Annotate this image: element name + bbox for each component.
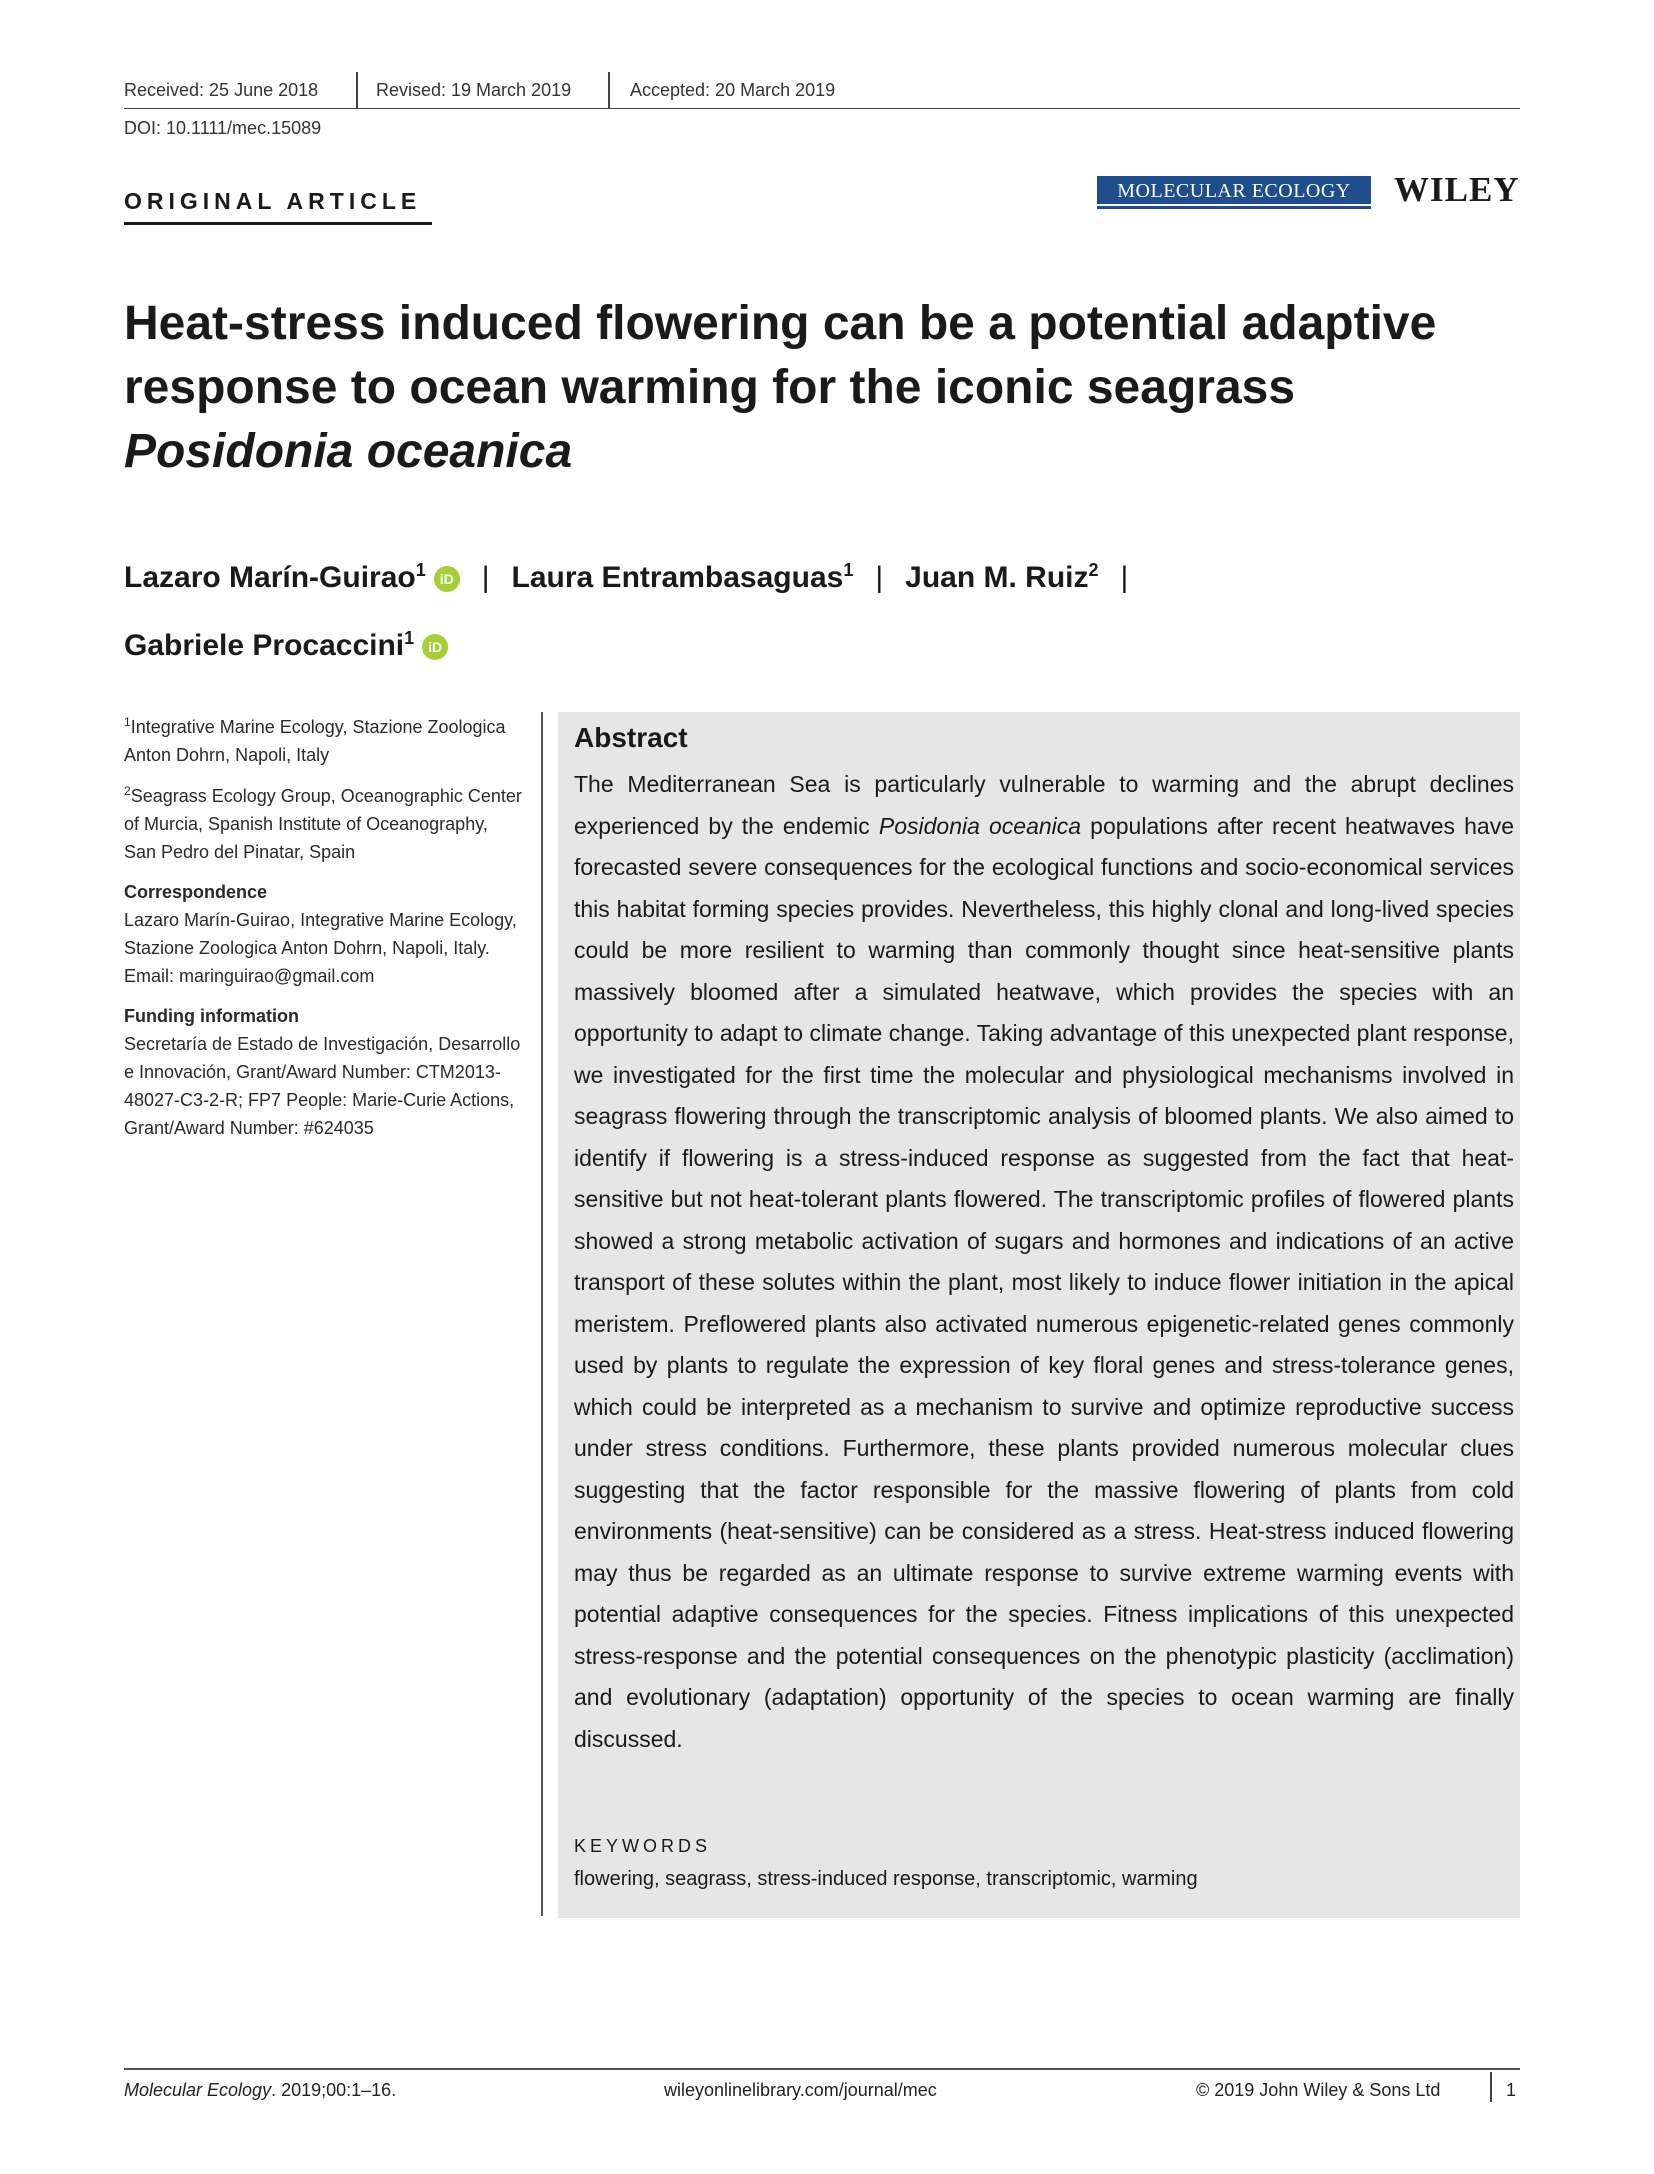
author-name[interactable]: Juan M. Ruiz [905, 561, 1089, 594]
article-type: ORIGINAL ARTICLE [124, 188, 422, 214]
affiliation-number: 1 [124, 715, 131, 729]
author-name[interactable]: Laura Entrambasaguas [511, 561, 844, 594]
footer-divider [124, 2068, 1520, 2070]
author-separator: | [1120, 561, 1129, 594]
affiliation-number: 2 [124, 784, 131, 798]
footer-url[interactable]: wileyonlinelibrary.com/journal/mec [664, 2080, 937, 2100]
revised-date: Revised: 19 March 2019 [376, 80, 572, 100]
divider [356, 72, 358, 108]
author-separator: | [875, 561, 884, 594]
article-type-underline [124, 222, 432, 225]
affiliation-text: Integrative Marine Ecology, Stazione Zoologica Anton Dohrn, Napoli, Italy [124, 717, 506, 765]
keywords-list: flowering, seagrass, stress-induced response, transcriptomic, warming [574, 1868, 1198, 1890]
abstract-text [574, 764, 1514, 1760]
correspondence-heading: Correspondence [124, 882, 268, 902]
citation-details: . 2019;00:1–16. [271, 2080, 397, 2100]
footer-separator [1490, 2072, 1492, 2102]
abstract-heading: Abstract [574, 722, 688, 753]
abstract-species: Posidonia oceanica [878, 812, 1082, 839]
abstract-text-part: The Mediterranean Sea is particularly vulnerable to warming and the abrupt declines experienced by the endemic [574, 771, 1514, 839]
affiliation-1 [124, 708, 524, 769]
funding-text: Secretaría de Estado de Investigación, Desarrollo e Innovación, Grant/Award Number: CTM2013-48027-C3-2-R; FP7 People: Marie-Curie Actions, Grant/Award Number: #624035 [124, 1034, 521, 1138]
orcid-icon[interactable]: iD [434, 566, 460, 592]
funding-heading: Funding information [124, 1006, 299, 1026]
doi[interactable]: DOI: 10.1111/mec.15089 [124, 118, 322, 138]
author-affiliation: 1 [415, 560, 426, 580]
title-text: Heat-stress induced flowering can be a potential adaptive response to ocean warming for the iconic seagrass [124, 297, 1437, 414]
received-date: Received: 25 June 2018 [124, 80, 319, 100]
author-affiliation: 1 [843, 560, 854, 580]
author-list [124, 540, 1424, 676]
article-title [124, 292, 1524, 484]
column-divider [541, 712, 543, 1916]
author-affiliation: 2 [1088, 560, 1099, 580]
keywords-heading: KEYWORDS [574, 1836, 712, 1856]
divider [608, 72, 610, 108]
author-name[interactable]: Lazaro Marín-Guirao [124, 561, 416, 594]
publisher-logo: WILEY [1394, 170, 1520, 209]
correspondence-text: Lazaro Marín-Guirao, Integrative Marine Ecology, Stazione Zoologica Anton Dohrn, Napoli, Italy. [124, 910, 517, 958]
author-affiliation: 1 [404, 628, 415, 648]
citation-journal: Molecular Ecology [124, 2080, 272, 2100]
abstract-text-part: populations after recent heatwaves have forecasted severe consequences for the ecological functions and socio-economical services this habitat forming species provides. Nevertheless, this highly clonal and long-lived species could be more resilient to warming than commonly thought since heat-sensitive plants massively bloomed after a simulated heatwave, which provides the species with an opportunity to adapt to climate change. Taking advantage of this unexpected plant response, we investigated for the first time the molecular and physiological mechanisms involved in seagrass flowering through the transcriptomic analysis of bloomed plants. We also aimed to identify if flowering is a stress-induced response as suggested from the fact that heat-sensitive but not heat-tolerant plants flowered. The transcriptomic profiles of flowered plants showed a strong metabolic activation of sugars and hormones and indications of an active transport of these solutes within the plant, most likely to induce flower initiation in the apical meristem. Preflowered plants also activated numerous epigenetic-related genes commonly used by plants to regulate the expression of key floral genes and stress-tolerance genes, which could be interpreted as a mechanism to survive and optimize reproductive success under stress conditions. Furthermore, these plants provided numerous molecular clues suggesting that the factor responsible for the massive flowering of plants from cold environments (heat-sensitive) can be considered as a stress. Heat-stress induced flowering may thus be regarded as an ultimate response to survive extreme warming events with potential adaptive consequences for the species. Fitness implications of this unexpected stress-response and the potential consequences on the phenotypic plasticity (acclimation) and evolutionary (adaptation) opportunity of the species to ocean warming are finally discussed. [574, 812, 1514, 1752]
affiliation-2 [124, 777, 524, 866]
footer-copyright: © 2019 John Wiley & Sons Ltd [1196, 2080, 1441, 2100]
author-separator: | [481, 561, 490, 594]
author-name[interactable]: Gabriele Procaccini [124, 629, 405, 662]
orcid-icon[interactable]: iD [422, 634, 448, 660]
title-species: Posidonia oceanica [124, 425, 573, 478]
submission-dates [124, 78, 1520, 109]
correspondence-email[interactable]: Email: maringuirao@gmail.com [124, 966, 375, 986]
page-number: 1 [1506, 2080, 1517, 2100]
footer-citation [124, 2080, 396, 2101]
affiliation-text: Seagrass Ecology Group, Oceanographic Center of Murcia, Spanish Institute of Oceanography, San Pedro del Pinatar, Spain [124, 786, 522, 862]
article-info-column [124, 708, 524, 1150]
journal-logo: MOLECULAR ECOLOGY [1097, 176, 1371, 209]
accepted-date: Accepted: 20 March 2019 [630, 80, 836, 100]
